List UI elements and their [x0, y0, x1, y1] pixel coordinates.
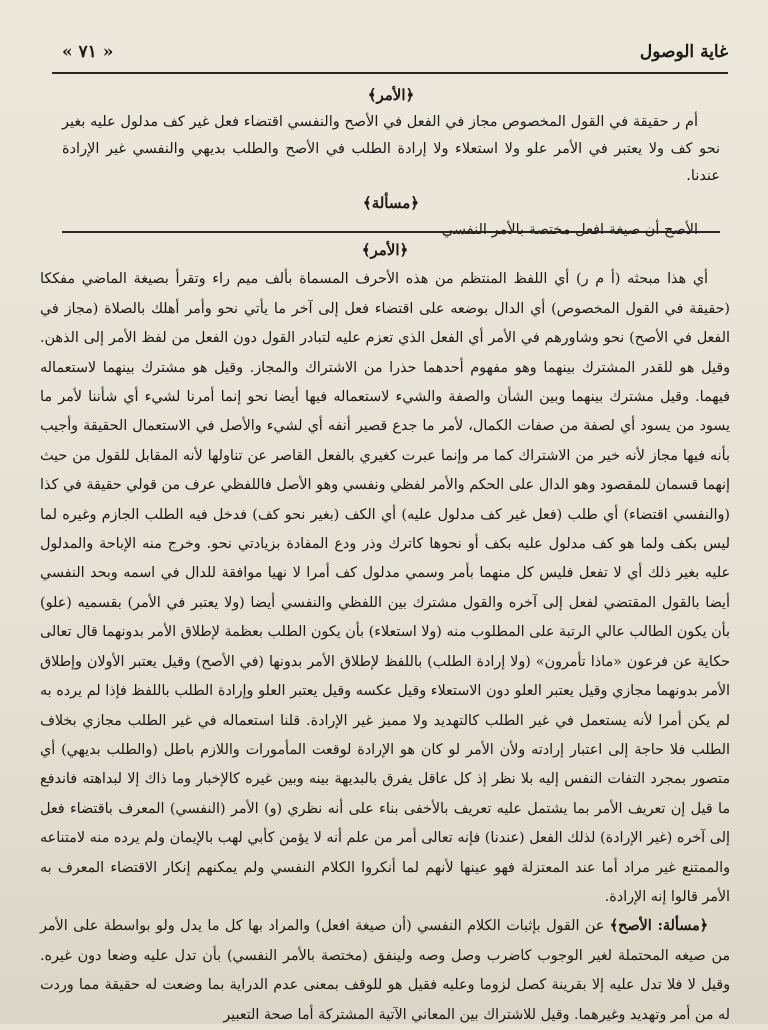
matn-heading: ﴿الأمر﴾: [367, 86, 415, 104]
matn-text: أم ر حقيقة في القول المخصوص مجاز في الفعل في الأصح والنفسي اقتضاء فعل غير كف مدلول عليه بغير نحو كف ولا يعتبر في الأمر علو ولا استعلاء ولا إرادة الطلب في الأصح والطلب بديهي والنفسي غير الإرادة عندنا.: [62, 114, 720, 184]
section-divider: [62, 231, 720, 233]
running-title: غاية الوصول: [639, 42, 728, 62]
sharh-section: [40, 236, 730, 1023]
page-header: [48, 42, 728, 70]
sharh-paragraph-2-text: عن القول بإثبات الكلام النفسي (أن صيغة افعل) والمراد بها كل ما يدل ولو بواسطة على الأمر من صيغه المحتملة لغير الوجوب كاضرب وصل وصه ولينفق (مختصة بالأمر النفسي) بأن تدل عليه وضعا دون غيره. وقيل لا فلا تدل عليه إلا بقرينة كصل لزوما وعليه فقيل هو للوقف بمعنى عدم الدراية بما وضعت له حقيقة مما وردت له من أمر وتهديد وغيرهما. وقيل للاشتراك بين المعاني الآتية المشتركة أما صحة التعبير: [40, 918, 730, 1023]
matn-issue-text: الأصح أن صيغة افعل مختصة بالأمر النفسي: [441, 222, 698, 238]
matn-issue-heading: ﴿مسألة﴾: [362, 194, 420, 212]
page-number: « ٧١ »: [62, 42, 114, 62]
sharh-paragraph-1: أي هذا مبحثه (أ م ر) أي اللفظ المنتظم من هذه الأحرف المسماة بألف ميم راء وتقرأ بصيغة الماضي مفككا (حقيقة في القول المخصوص) أي الدال بوضعه على اقتضاء فعل إلى آخر ما يأتي نحو وأمر أهلك بالصلاة (مجاز في الفعل في الأصح) نحو وشاورهم في الأمر أي الفعل الذي تعزم عليه لتبادر القول دون الفعل من لفظ الأمر إلى الذهن. وقيل هو للقدر المشترك بينهما وهو مفهوم أحدهما حذرا من الاشتراك والمجاز. وقيل هو مشترك بينهما لاستعماله فيهما. وقيل مشترك بينهما وبين الشأن والصفة والشيء لاستعماله فيها أيضا نحو إنما أمرنا لشيء أي شأننا لأمر ما يسود من يسود أي لصفة من صفات الكمال، لأمر ما جدع قصير أنفه أي لشيء والأصل في الاستعمال الحقيقة وأجيب بأنه فيها مجاز لأنه خير من الاشتراك كما مر وإنما عبرت كغيري بالفعل القاصر عن تناولها لأنه المقابل للقول من حيث إنهما قسمان للمقصود وهو الدال على الحكم والأمر لفظي ونفسي وهو الأصل فاللفظي عرف من قولي حقيقة في كذا (والنفسي اقتضاء) أي طلب (فعل غير كف مدلول عليه) أي الكف (بغير نحو كف) فدخل فيه الطلب الجازم وغيره لما ليس بكف ولما هو كف مدلول عليه بكف أو نحوها كاترك وذر ودع المفادة بزيادتي نحو. وخرج منه الإباحة والمدلول عليه بغير ذلك أي لا تفعل فليس كل منهما بأمر وسمي مدلول كف أمرا لا نهيا موافقة للدال في اسمه وبحد النفسي أيضا بالقول المقتضي لفعل إلى آخره والقول مشترك بين اللفظي والنفسي أيضا (ولا يعتبر في الأمر) بقسميه (علو) بأن يكون الطالب عالي الرتبة على المطلوب منه (ولا استعلاء) بأن يكون الطلب بعظمة لإطلاق الأمر بدونهما قال تعالى حكاية عن فرعون «ماذا تأمرون» (ولا إرادة الطلب) باللفظ لإطلاق الأمر بدونها (في الأصح) وقيل يعتبر الأولان وإطلاق الأمر بدونهما مجازي وقيل يعتبر العلو دون الاستعلاء وقيل عكسه وقيل يعتبر العلو وإرادة الطلب باللفظ فإذا لم يرده به لم يكن أمرا لأنه يستعمل في غير الطلب كالتهديد ولا مميز غير الإرادة. قلنا استعماله في غير الطلب مجازي بخلاف الطلب فلا حاجة إلى اعتبار إرادته ولأن الأمر لو كان هو الإرادة لوقعت المأمورات واللازم باطل (والطلب بديهي) أي متصور بمجرد التفات النفس إليه بلا نظر إذ كل عاقل يفرق بالبديهة بينه وبين غيره كالإخبار وما ذاك إلا لبداهته فاندفع ما قيل إن تعريف الأمر بما يشتمل عليه تعريف بالأخفى بناء على أنه نظري (و) الأمر (النفسي) المعرف باقتضاء فعل إلى آخره (غير الإرادة) لذلك الفعل (عندنا) فإنه تعالى أمر من علم أنه لا يؤمن كأبي لهب بالإيمان ولم يرده منه لامتناعه والممتنع غير مراد أما عند المعتزلة فهو عينها لأنهم لما أنكروا الكلام النفسي ولم يمكنهم إنكار الاقتضاء المعرف به الأمر قالوا إنه الإرادة.: [40, 271, 730, 905]
sharh-heading: ﴿الأمر﴾: [361, 241, 409, 259]
sharh-paragraph-2: [40, 912, 730, 1030]
header-rule: [52, 72, 728, 74]
matn-section: [62, 82, 720, 238]
sharh-paragraph-2-label: ﴿مسألة: الأصح﴾: [609, 918, 709, 935]
